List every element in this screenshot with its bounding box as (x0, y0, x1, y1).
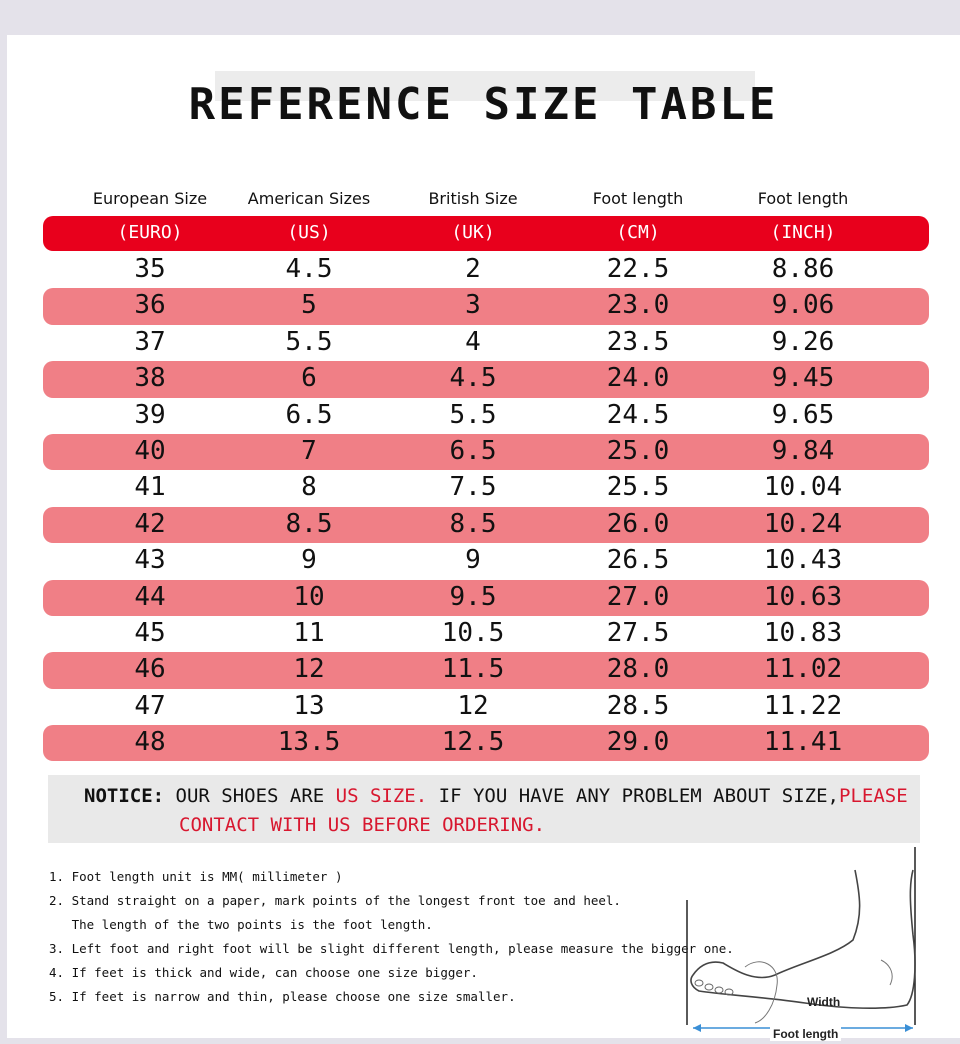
table-cell: 9.5 (449, 581, 497, 612)
table-cell: 24.5 (606, 399, 670, 430)
table-cell: 47 (134, 690, 166, 721)
notice-highlight: PLEASE (839, 785, 908, 807)
table-cell: 10.43 (763, 545, 843, 576)
table-row (43, 616, 929, 652)
notice-text: IF YOU HAVE ANY PROBLEM ABOUT SIZE, (427, 785, 839, 807)
table-cell: 6 (301, 363, 317, 394)
table-cell: 12.5 (441, 727, 505, 758)
table-cell: 10.63 (763, 581, 843, 612)
foot-measure-diagram (685, 845, 925, 1040)
column-unit: (UK) (451, 222, 495, 243)
unit-header-bar (43, 216, 929, 251)
note-item: The length of the two points is the foot length. (49, 917, 433, 932)
notice-line-1 (84, 785, 908, 807)
table-cell: 10.5 (441, 617, 505, 648)
table-cell: 26.5 (606, 545, 670, 576)
table-cell: 24.0 (606, 363, 670, 394)
table-cell: 43 (134, 545, 166, 576)
note-item: 3. Left foot and right foot will be slight different length, please measure the bigger one. (49, 941, 734, 956)
table-cell: 38 (134, 363, 166, 394)
table-cell: 9.26 (771, 326, 835, 357)
table-cell: 35 (134, 254, 166, 284)
table-cell: 12 (293, 654, 325, 685)
table-cell: 28.5 (606, 690, 670, 721)
table-cell: 9.06 (771, 290, 835, 321)
table-row (43, 361, 929, 397)
column-header: Foot length (592, 189, 684, 208)
page-title: REFERENCE SIZE TABLE (188, 79, 779, 130)
table-cell: 4 (465, 326, 481, 357)
table-cell: 27.5 (606, 617, 670, 648)
table-cell: 10.04 (763, 472, 843, 503)
table-cell: 46 (134, 654, 166, 685)
table-cell: 22.5 (606, 254, 670, 284)
column-unit: (CM) (616, 222, 660, 243)
notice-label: NOTICE: (84, 785, 165, 807)
notice-box (48, 775, 920, 843)
table-cell: 5.5 (449, 399, 497, 430)
table-row (43, 252, 929, 288)
table-cell: 8.5 (449, 508, 497, 539)
table-cell: 8 (301, 472, 317, 503)
note-item: 4. If feet is thick and wide, can choose one size bigger. (49, 965, 478, 980)
table-cell: 9.45 (771, 363, 835, 394)
foot-length-label: Foot length (770, 1027, 841, 1041)
table-cell: 10 (293, 581, 325, 612)
table-row (43, 434, 929, 470)
width-label: Width (807, 995, 841, 1009)
table-cell: 2 (465, 254, 481, 284)
table-cell: 25.0 (606, 435, 670, 466)
size-chart-sheet (7, 35, 960, 1041)
table-row (43, 325, 929, 361)
table-cell: 9 (465, 545, 481, 576)
table-cell: 13.5 (277, 727, 341, 758)
table-row (43, 652, 929, 688)
table-cell: 8.86 (771, 254, 835, 284)
column-header: British Size (428, 189, 518, 208)
table-row (43, 725, 929, 761)
table-cell: 5.5 (285, 326, 333, 357)
note-item: 2. Stand straight on a paper, mark points of the longest front toe and heel. (49, 893, 621, 908)
table-cell: 11.5 (441, 654, 505, 685)
table-cell: 4.5 (449, 363, 497, 394)
table-cell: 11.41 (763, 727, 843, 758)
table-cell: 29.0 (606, 727, 670, 758)
table-cell: 48 (134, 727, 166, 758)
table-cell: 44 (134, 581, 166, 612)
table-cell: 41 (134, 472, 166, 503)
notice-line-2: CONTACT WITH US BEFORE ORDERING. (179, 814, 546, 836)
table-cell: 11 (293, 617, 325, 648)
table-cell: 10.24 (763, 508, 843, 539)
table-cell: 5 (301, 290, 317, 321)
table-cell: 9 (301, 545, 317, 576)
column-headers (43, 187, 929, 211)
notice-highlight: US SIZE. (335, 785, 428, 807)
table-cell: 10.83 (763, 617, 843, 648)
table-cell: 9.84 (771, 435, 835, 466)
table-cell: 6.5 (449, 435, 497, 466)
table-cell: 25.5 (606, 472, 670, 503)
table-row (43, 398, 929, 434)
table-cell: 23.5 (606, 326, 670, 357)
note-item: 1. Foot length unit is MM( millimeter ) (49, 869, 343, 884)
table-row (43, 580, 929, 616)
table-cell: 8.5 (285, 508, 333, 539)
table-cell: 3 (465, 290, 481, 321)
table-cell: 42 (134, 508, 166, 539)
table-cell: 23.0 (606, 290, 670, 321)
table-cell: 39 (134, 399, 166, 430)
table-cell: 11.02 (763, 654, 843, 685)
table-cell: 13 (293, 690, 325, 721)
table-row (43, 288, 929, 324)
table-cell: 40 (134, 435, 166, 466)
table-row (43, 507, 929, 543)
table-cell: 45 (134, 617, 166, 648)
column-header: European Size (92, 189, 208, 208)
size-table-body (43, 252, 929, 761)
table-cell: 4.5 (285, 254, 333, 284)
table-cell: 27.0 (606, 581, 670, 612)
column-header: Foot length (757, 189, 849, 208)
table-cell: 9.65 (771, 399, 835, 430)
table-cell: 7.5 (449, 472, 497, 503)
table-cell: 28.0 (606, 654, 670, 685)
notice-text: OUR SHOES ARE (164, 785, 336, 807)
column-header: American Sizes (247, 189, 371, 208)
table-row (43, 543, 929, 579)
column-unit: (US) (287, 222, 331, 243)
table-row (43, 470, 929, 506)
table-cell: 11.22 (763, 690, 843, 721)
table-cell: 36 (134, 290, 166, 321)
note-item: 5. If feet is narrow and thin, please choose one size smaller. (49, 989, 516, 1004)
table-cell: 37 (134, 326, 166, 357)
table-row (43, 689, 929, 725)
table-cell: 26.0 (606, 508, 670, 539)
column-unit: (INCH) (770, 222, 836, 243)
table-cell: 6.5 (285, 399, 333, 430)
table-cell: 12 (457, 690, 489, 721)
foot-illustration (685, 845, 925, 1040)
table-cell: 7 (301, 435, 317, 466)
column-unit: (EURO) (117, 222, 183, 243)
